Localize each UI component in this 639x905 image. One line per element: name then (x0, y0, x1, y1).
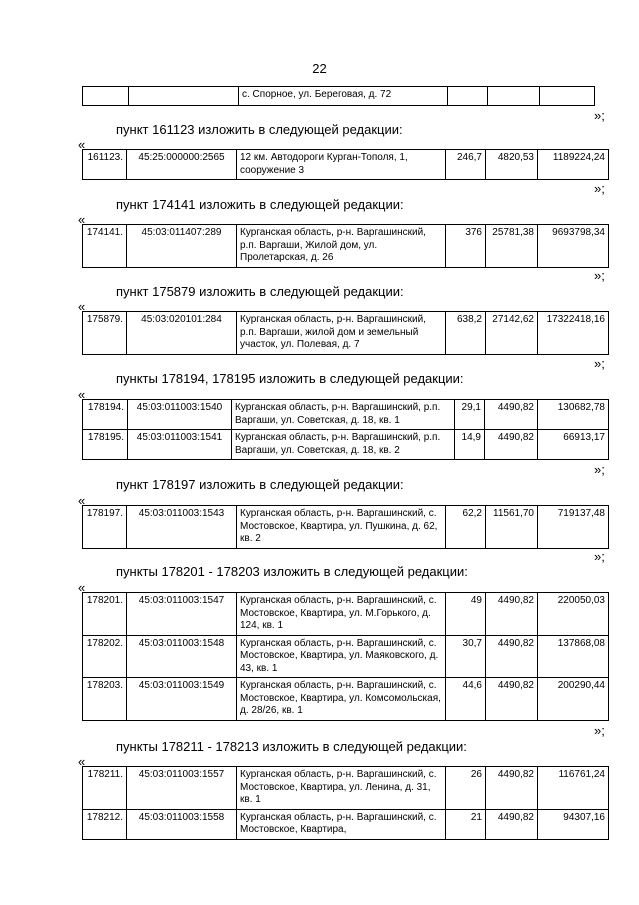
section-instruction: пункты 178201 - 178203 изложить в следующей редакции: (116, 564, 468, 579)
cell-index: 178197. (83, 506, 127, 549)
cell-cadastral: 45:03:011003:1557 (127, 767, 237, 810)
opening-quote: « (78, 493, 86, 508)
cell-cadastral: 45:03:020101:284 (127, 312, 237, 355)
opening-quote: « (78, 387, 86, 402)
cell-area: 21 (446, 809, 486, 839)
closing-quote: »; (594, 268, 605, 283)
opening-quote: « (78, 137, 86, 152)
cell-value: 137868,08 (538, 635, 609, 678)
cell-address: Курганская область, р-н. Варгашинский, с. Мостовское, Квартира, ул. Комсомольская, д. 28/26, кв. 1 (237, 678, 446, 721)
cell-rate: 4490,82 (486, 767, 538, 810)
cell-address: Курганская область, р-н. Варгашинский, с. Мостовское, Квартира, ул. М.Горького, д. 124, кв. 1 (237, 593, 446, 636)
cell-value: 200290,44 (538, 678, 609, 721)
cell-value: 17322418,16 (538, 312, 609, 355)
cell-address: Курганская область, р-н. Варгашинский, с. Мостовское, Квартира, (237, 809, 446, 839)
table-row (83, 312, 609, 355)
cell-index: 161123. (83, 150, 127, 180)
cell-area: 30,7 (446, 635, 486, 678)
record-table (82, 592, 609, 721)
cell-address: с. Спорное, ул. Береговая, д. 72 (239, 87, 448, 106)
cell-cadastral: 45:03:011003:1558 (127, 809, 237, 839)
cell-rate: 27142,62 (486, 312, 538, 355)
cell-index: 178202. (83, 635, 127, 678)
cell-rate (488, 87, 540, 106)
cell-area: 376 (446, 225, 486, 268)
cell-rate: 4490,82 (485, 400, 538, 430)
cell-index: 178203. (83, 678, 127, 721)
cell-index: 178212. (83, 809, 127, 839)
section-instruction: пункты 178211 - 178213 изложить в следующей редакции: (116, 739, 467, 754)
record-table (82, 766, 609, 840)
cell-address: Курганская область, р-н. Варгашинский, с. Мостовское, Квартира, ул. Маяковского, д. 43, кв. 1 (237, 635, 446, 678)
cell-area: 62,2 (446, 506, 486, 549)
closing-quote: »; (594, 181, 605, 196)
cell-rate: 4490,82 (486, 635, 538, 678)
cell-area: 49 (446, 593, 486, 636)
cell-area: 14,9 (455, 430, 485, 460)
section-instruction: пункты 178194, 178195 изложить в следующей редакции: (116, 371, 464, 386)
opening-quote: « (78, 754, 86, 769)
closing-quote: »; (594, 108, 605, 123)
cell-area: 44,6 (446, 678, 486, 721)
cell-rate: 4820,53 (486, 150, 538, 180)
cell-rate: 4490,82 (486, 678, 538, 721)
cell-rate: 4490,82 (485, 430, 538, 460)
cell-area: 26 (446, 767, 486, 810)
cell-cadastral: 45:03:011003:1547 (127, 593, 237, 636)
cell-value: 130682,78 (538, 400, 609, 430)
table-row (83, 809, 609, 839)
cell-cadastral: 45:25:000000:2565 (127, 150, 237, 180)
cell-rate: 11561,70 (486, 506, 538, 549)
cell-rate: 4490,82 (486, 809, 538, 839)
table-row (83, 678, 609, 721)
record-table (82, 505, 609, 549)
cell-index: 178194. (83, 400, 128, 430)
record-table (82, 224, 609, 268)
cell-address: Курганская область, р-н. Варгашинский, р.п. Варгаши, ул. Советская, д. 18, кв. 2 (232, 430, 455, 460)
table-row (83, 767, 609, 810)
cell-address: Курганская область, р-н. Варгашинский, р.п. Варгаши, жилой дом и земельный участок, ул. Полевая, д. 7 (237, 312, 446, 355)
opening-quote: « (78, 299, 86, 314)
cell-cadastral: 45:03:011003:1543 (127, 506, 237, 549)
cell-address: Курганская область, р-н. Варгашинский, р.п. Варгаши, ул. Советская, д. 18, кв. 1 (232, 400, 455, 430)
cell-index (83, 87, 129, 106)
cell-rate: 25781,38 (486, 225, 538, 268)
cell-rate: 4490,82 (486, 593, 538, 636)
cell-area (448, 87, 488, 106)
table-row (83, 87, 595, 106)
cell-value: 116761,24 (538, 767, 609, 810)
cell-value (540, 87, 595, 106)
opening-quote: « (78, 580, 86, 595)
table-row (83, 635, 609, 678)
cell-address: Курганская область, р-н. Варгашинский, р.п. Варгаши, Жилой дом, ул. Пролетарская, д. 26 (237, 225, 446, 268)
section-instruction: пункт 174141 изложить в следующей редакции: (116, 197, 404, 212)
cell-address: 12 км. Автодороги Курган-Тополя, 1, сооружение 3 (237, 150, 446, 180)
page-number: 22 (312, 61, 327, 76)
cell-address: Курганская область, р-н. Варгашинский, с. Мостовское, Квартира, ул. Пушкина, д. 62, кв. 2 (237, 506, 446, 549)
record-table (82, 149, 609, 180)
table-row (83, 400, 609, 430)
cell-area: 29,1 (455, 400, 485, 430)
cell-cadastral: 45:03:011003:1541 (128, 430, 232, 460)
cell-cadastral: 45:03:011003:1549 (127, 678, 237, 721)
cell-area: 638,2 (446, 312, 486, 355)
table-row (83, 506, 609, 549)
cell-cadastral (129, 87, 239, 106)
closing-quote: »; (594, 462, 605, 477)
cell-value: 66913,17 (538, 430, 609, 460)
cell-index: 174141. (83, 225, 127, 268)
cell-cadastral: 45:03:011407:289 (127, 225, 237, 268)
record-table (82, 399, 609, 460)
cell-index: 178211. (83, 767, 127, 810)
record-table (82, 311, 609, 355)
opening-quote: « (78, 212, 86, 227)
cell-index: 175879. (83, 312, 127, 355)
table-row (83, 593, 609, 636)
cell-value: 719137,48 (538, 506, 609, 549)
cell-index: 178201. (83, 593, 127, 636)
closing-quote: »; (594, 549, 605, 564)
cell-value: 94307,16 (538, 809, 609, 839)
section-instruction: пункт 178197 изложить в следующей редакции: (116, 477, 404, 492)
cell-value: 220050,03 (538, 593, 609, 636)
cell-index: 178195. (83, 430, 128, 460)
table-row (83, 225, 609, 268)
table-row (83, 430, 609, 460)
continuation-table (82, 86, 595, 106)
cell-area: 246,7 (446, 150, 486, 180)
cell-cadastral: 45:03:011003:1548 (127, 635, 237, 678)
cell-value: 9693798,34 (538, 225, 609, 268)
cell-value: 1189224,24 (538, 150, 609, 180)
section-instruction: пункт 175879 изложить в следующей редакции: (116, 284, 404, 299)
section-instruction: пункт 161123 изложить в следующей редакции: (116, 122, 403, 137)
table-row (83, 150, 609, 180)
cell-address: Курганская область, р-н. Варгашинский, с. Мостовское, Квартира, ул. Ленина, д. 31, кв. 1 (237, 767, 446, 810)
closing-quote: »; (594, 723, 605, 738)
closing-quote: »; (594, 356, 605, 371)
cell-cadastral: 45:03:011003:1540 (128, 400, 232, 430)
